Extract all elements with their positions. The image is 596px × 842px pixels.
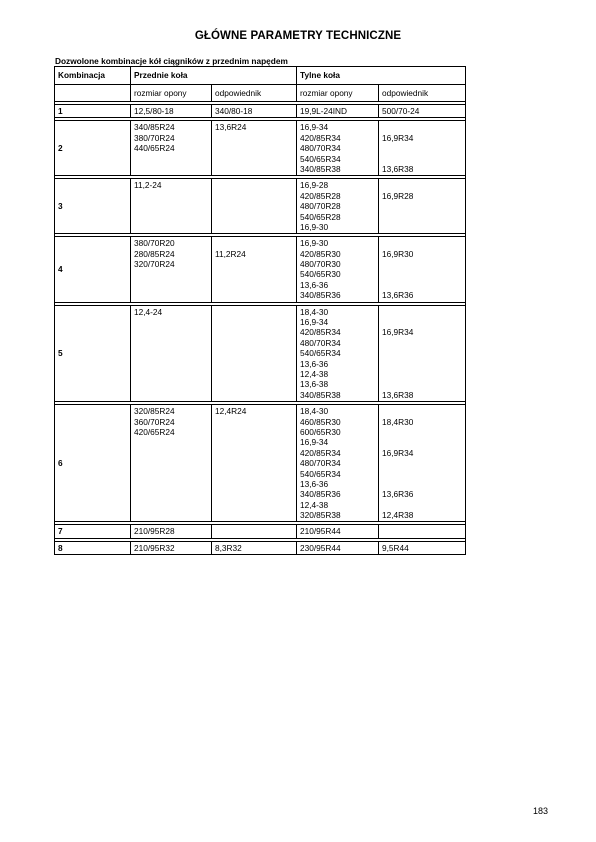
- rear-tire-size-value: 210/95R44: [300, 526, 341, 537]
- rear-tire-size-value: 420/85R34: [300, 447, 341, 458]
- rear-equivalent-value: [382, 143, 462, 153]
- front-tire-size-cell: [131, 105, 212, 118]
- front-tire-size-cell: [131, 305, 212, 402]
- rear-tire-size-value: 420/85R34: [300, 327, 341, 338]
- front-tire-size-value: 420/65R24: [134, 426, 175, 437]
- front-equivalent-value: 8,3R32: [215, 542, 242, 553]
- rear-equivalent-value: 13,6R36: [382, 489, 414, 500]
- rear-equivalent-value: 13,6R36: [382, 290, 414, 301]
- rear-tire-size-value: 480/70R28: [300, 201, 341, 212]
- combination-number: 6: [55, 405, 131, 522]
- rear-equivalent-value: 18,4R30: [382, 416, 414, 427]
- rear-tire-size-value: 19,9L-24IND: [300, 106, 348, 116]
- rear-equivalent-value: 16,9R28: [382, 190, 414, 201]
- front-equivalent-value: 13,6R24: [215, 122, 247, 133]
- rear-tire-size-value: 16,9-30: [300, 238, 329, 249]
- rear-tire-size-value: 13,6-36: [300, 478, 329, 489]
- rear-tire-size-value: 540/65R30: [300, 269, 341, 280]
- front-tire-size-value: 12,4-24: [134, 306, 163, 317]
- header-rear-wheels: Tylne koła: [297, 67, 466, 85]
- rear-tire-size-value: 16,9-30: [300, 221, 329, 232]
- front-equivalent-cell: [212, 179, 297, 234]
- front-equivalent-cell: [212, 525, 297, 538]
- front-equivalent-cell: [212, 405, 297, 522]
- rear-equivalent-cell: [379, 105, 466, 118]
- rear-equivalent-value: [382, 500, 462, 510]
- rear-tire-size-value: 18,4-30: [300, 306, 329, 317]
- rear-equivalent-value: [382, 122, 462, 132]
- rear-tire-size-cell: [297, 121, 379, 176]
- rear-tire-size-value: 340/85R38: [300, 389, 341, 400]
- rear-tire-size-value: 540/65R34: [300, 348, 341, 359]
- rear-equivalent-value: [382, 427, 462, 437]
- rear-tire-size-cell: [297, 179, 379, 234]
- rear-equivalent-value: [382, 317, 462, 327]
- rear-tire-size-value: 16,9-28: [300, 180, 329, 191]
- rear-equivalent-value: [382, 180, 462, 190]
- front-equivalent-cell: [212, 121, 297, 176]
- rear-tire-size-value: 540/65R34: [300, 468, 341, 479]
- rear-equivalent-value: 16,9R34: [382, 132, 414, 143]
- rear-tire-size-value: 16,9-34: [300, 122, 329, 133]
- front-equivalent-value: 11,2R24: [215, 248, 246, 259]
- rear-equivalent-value: [382, 406, 462, 416]
- table-row: [55, 179, 466, 234]
- rear-tire-size-value: 12,4-38: [300, 499, 329, 510]
- combination-number: 5: [55, 305, 131, 402]
- front-equivalent-value: [215, 427, 293, 437]
- front-tire-size-cell: [131, 179, 212, 234]
- rear-equivalent-value: [382, 348, 462, 358]
- table-row: [55, 105, 466, 118]
- wheel-combinations-table: [54, 66, 466, 555]
- rear-tire-size-value: 230/95R44: [300, 542, 341, 553]
- rear-equivalent-cell: [379, 405, 466, 522]
- rear-equivalent-value: 13,6R38: [382, 163, 414, 174]
- combination-number: 1: [55, 105, 131, 118]
- front-tire-size-cell: [131, 237, 212, 302]
- rear-tire-size-value: 480/70R30: [300, 259, 341, 270]
- rear-tire-size-cell: [297, 305, 379, 402]
- combination-number: 3: [55, 179, 131, 234]
- rear-tire-size-cell: [297, 525, 379, 538]
- rear-equivalent-value: 13,6R38: [382, 389, 414, 400]
- table-row: [55, 541, 466, 554]
- rear-equivalent-value: [382, 479, 462, 489]
- rear-equivalent-value: [382, 458, 462, 468]
- rear-equivalent-value: [382, 259, 462, 269]
- rear-equivalent-value: [382, 212, 462, 222]
- rear-equivalent-value: [382, 201, 462, 211]
- front-tire-size-value: 320/70R24: [134, 259, 175, 270]
- rear-equivalent-value: [382, 222, 462, 232]
- rear-equivalent-value: [382, 269, 462, 279]
- rear-equivalent-value: [382, 238, 462, 248]
- front-equivalent-value: 340/80-18: [215, 106, 253, 116]
- front-tire-size-value: 12,5/80-18: [134, 106, 174, 116]
- front-tire-size-cell: [131, 121, 212, 176]
- subheader-rear-tire-size: rozmiar opony: [297, 85, 379, 102]
- rear-equivalent-cell: [379, 179, 466, 234]
- rear-tire-size-value: 340/85R36: [300, 489, 341, 500]
- front-equivalent-value: [215, 259, 293, 269]
- front-tire-size-value: 320/85R24: [134, 406, 175, 417]
- rear-equivalent-cell: [379, 525, 466, 538]
- table-row: [55, 121, 466, 176]
- front-equivalent-cell: [212, 105, 297, 118]
- rear-tire-size-value: 480/70R34: [300, 143, 341, 154]
- rear-equivalent-value: [382, 437, 462, 447]
- table-caption: Dozwolone kombinacje kół ciągników z przednim napędem: [55, 56, 288, 66]
- front-tire-size-value: 360/70R24: [134, 416, 175, 427]
- combination-number: 7: [55, 525, 131, 538]
- subheader-front-tire-size: rozmiar opony: [131, 85, 212, 102]
- front-equivalent-value: [215, 180, 293, 190]
- front-tire-size-cell: [131, 541, 212, 554]
- rear-equivalent-cell: [379, 305, 466, 402]
- rear-equivalent-value: [382, 307, 462, 317]
- rear-tire-size-value: 320/85R38: [300, 510, 341, 521]
- rear-tire-size-value: 18,4-30: [300, 406, 329, 417]
- page-title: GŁÓWNE PARAMETRY TECHNICZNE: [194, 30, 402, 42]
- rear-equivalent-value: 16,9R34: [382, 327, 414, 338]
- front-equivalent-cell: [212, 305, 297, 402]
- front-equivalent-value: 12,4R24: [215, 406, 247, 417]
- front-equivalent-value: [215, 307, 293, 317]
- rear-tire-size-value: 420/85R30: [300, 248, 341, 259]
- front-tire-size-value: 210/95R28: [134, 526, 175, 537]
- combination-number: 2: [55, 121, 131, 176]
- table-header-row: [55, 67, 466, 85]
- front-tire-size-value: 210/95R32: [134, 542, 175, 553]
- table-subheader-row: [55, 85, 466, 102]
- rear-tire-size-value: 420/85R34: [300, 132, 341, 143]
- rear-tire-size-value: 13,6-38: [300, 379, 329, 390]
- rear-equivalent-value: [382, 369, 462, 379]
- front-equivalent-value: [215, 526, 293, 536]
- rear-tire-size-value: 13,6-36: [300, 279, 329, 290]
- front-equivalent-cell: [212, 541, 297, 554]
- rear-tire-size-cell: [297, 105, 379, 118]
- front-equivalent-cell: [212, 237, 297, 302]
- rear-equivalent-cell: [379, 541, 466, 554]
- rear-tire-size-value: 16,9-34: [300, 317, 329, 328]
- table-row: [55, 405, 466, 522]
- combination-number: 8: [55, 541, 131, 554]
- rear-equivalent-value: 16,9R34: [382, 447, 414, 458]
- rear-equivalent-cell: [379, 237, 466, 302]
- subheader-front-equivalent: odpowiednik: [212, 85, 297, 102]
- front-equivalent-value: [215, 143, 293, 153]
- rear-tire-size-cell: [297, 237, 379, 302]
- front-equivalent-value: [215, 238, 293, 248]
- rear-equivalent-value: 500/70-24: [382, 106, 420, 116]
- rear-tire-size-value: 480/70R34: [300, 458, 341, 469]
- front-tire-size-cell: [131, 405, 212, 522]
- table-row: [55, 237, 466, 302]
- rear-tire-size-value: 540/65R28: [300, 211, 341, 222]
- header-front-wheels: Przednie koła: [131, 67, 297, 85]
- subheader-empty: [55, 85, 131, 102]
- front-equivalent-value: [215, 133, 293, 143]
- rear-tire-size-value: 460/85R30: [300, 416, 341, 427]
- front-tire-size-value: 280/85R24: [134, 248, 175, 259]
- rear-equivalent-value: [382, 379, 462, 389]
- rear-equivalent-value: [382, 338, 462, 348]
- rear-tire-size-value: 420/85R28: [300, 190, 341, 201]
- rear-equivalent-value: [382, 469, 462, 479]
- rear-equivalent-value: 9,5R44: [382, 542, 409, 553]
- front-tire-size-value: 380/70R20: [134, 238, 175, 249]
- rear-equivalent-value: [382, 280, 462, 290]
- rear-tire-size-value: 16,9-34: [300, 437, 329, 448]
- rear-tire-size-value: 480/70R34: [300, 337, 341, 348]
- front-equivalent-value: [215, 417, 293, 427]
- rear-equivalent-value: [382, 359, 462, 369]
- rear-tire-size-value: 340/85R38: [300, 163, 341, 174]
- rear-tire-size-value: 13,6-36: [300, 358, 329, 369]
- header-kombinacja: Kombinacja: [55, 67, 131, 85]
- front-tire-size-cell: [131, 525, 212, 538]
- rear-tire-size-cell: [297, 405, 379, 522]
- combination-number: 4: [55, 237, 131, 302]
- table-row: [55, 305, 466, 402]
- rear-equivalent-cell: [379, 121, 466, 176]
- subheader-rear-equivalent: odpowiednik: [379, 85, 466, 102]
- front-tire-size-value: 340/85R24: [134, 122, 175, 133]
- rear-tire-size-value: 540/65R34: [300, 153, 341, 164]
- front-tire-size-value: 380/70R24: [134, 132, 175, 143]
- rear-tire-size-cell: [297, 541, 379, 554]
- page-number: 183: [532, 806, 548, 816]
- rear-equivalent-value: 16,9R30: [382, 248, 414, 259]
- rear-tire-size-value: 340/85R36: [300, 290, 341, 301]
- rear-tire-size-value: 12,4-38: [300, 369, 329, 379]
- rear-equivalent-value: 12,4R38: [382, 510, 414, 521]
- table-row: [55, 525, 466, 538]
- front-tire-size-value: 440/65R24: [134, 143, 175, 154]
- front-tire-size-value: 11,2-24: [134, 180, 162, 191]
- rear-tire-size-value: 600/65R30: [300, 426, 341, 437]
- rear-equivalent-value: [382, 154, 462, 164]
- rear-equivalent-value: [382, 526, 462, 536]
